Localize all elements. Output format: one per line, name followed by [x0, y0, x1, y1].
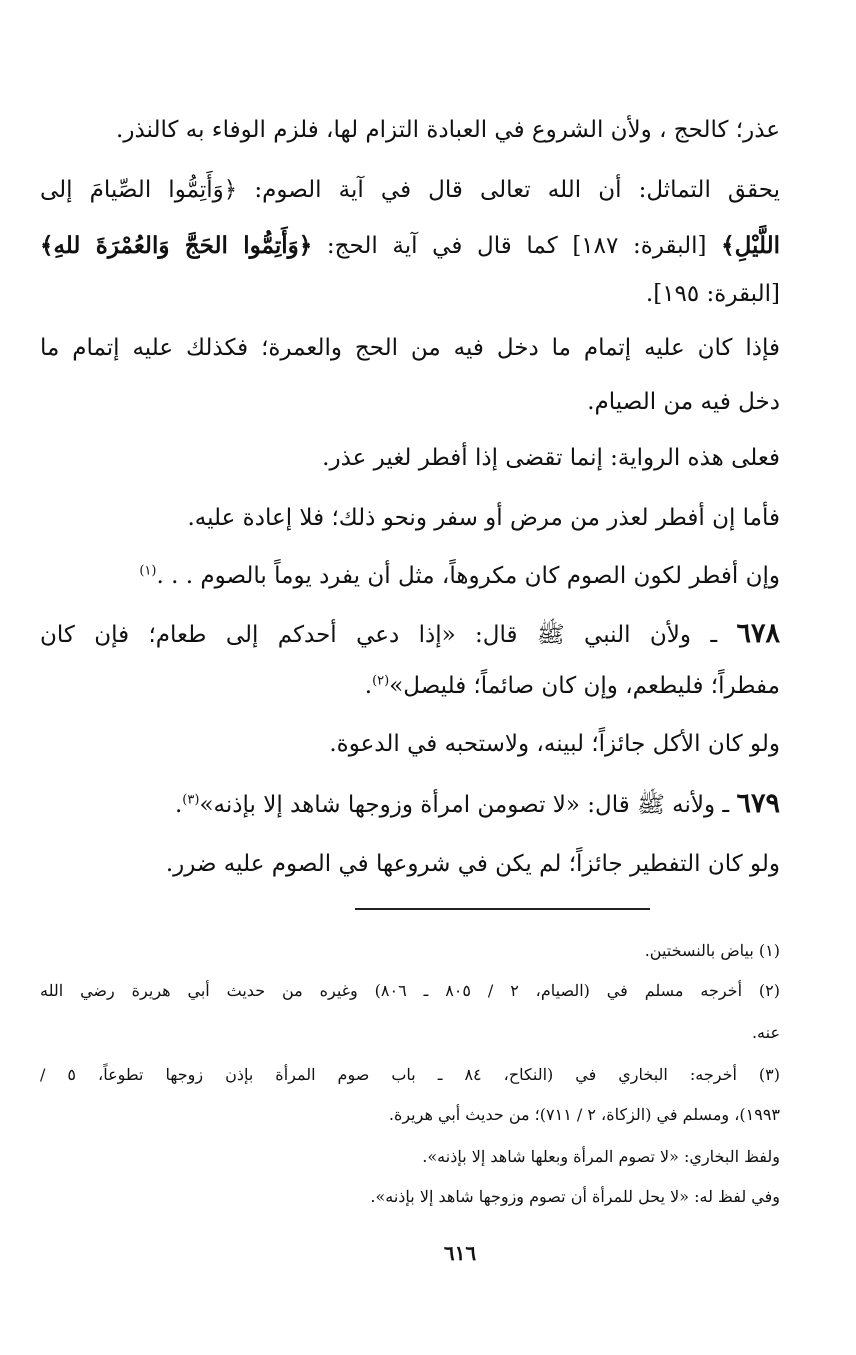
text-line-11 — [40, 668, 780, 704]
text-line-3 — [40, 228, 780, 264]
hadith-number-679: ٦٧٩ — [736, 788, 780, 819]
text-line-11-end: . — [364, 673, 373, 699]
footnote-3-continuation: ١٩٩٣)، ومسلم في (الزكاة، ٢ / ٧١١)؛ من حديث أبي هريرة. — [388, 1105, 780, 1124]
footnote-ref-3: (٣) — [182, 792, 200, 808]
page-number: ٦١٦ — [443, 1241, 477, 1265]
text-line-11-content: مفطراً؛ فليطعم، وإن كان صائماً؛ فليصل» — [389, 673, 780, 699]
hadith-number-678: ٦٧٨ — [736, 618, 780, 649]
footnote-2 — [40, 978, 780, 1004]
text-line-2 — [40, 172, 780, 208]
text-line-14: ولو كان التفطير جائزاً؛ لم يكن في شروعها في الصوم عليه ضرر. — [165, 851, 780, 877]
text-line-12: ولو كان الأكل جائزاً؛ لبينه، ولاستحبه في الدعوة. — [329, 731, 780, 757]
text-line-13-content: ـ ولأنه ﷺ قال: «لا تصومن امرأة وزوجها شاهد إلا بإذنه» — [199, 792, 730, 818]
text-line-4: [البقرة: ١٩٥]. — [645, 281, 780, 307]
text-line-13-end: . — [174, 792, 183, 818]
quran-verse-hajj: ﴿وَأَتِمُّوا الحَجَّ وَالعُمْرَةَ للهِ﴾ — [40, 232, 313, 259]
footnote-3-other-wording: وفي لفظ له: «لا يحل للمرأة أن تصوم وزوجها شاهد إلا بإذنه». — [370, 1187, 780, 1206]
text-line-5-content: فإذا كان عليه إتمام ما دخل فيه من الحج والعمرة؛ فكذلك عليه إتمام ما — [40, 335, 780, 361]
footnote-2-content: (٢) أخرجه مسلم في (الصيام، ٢ / ٨٠٥ ـ ٨٠٦) وغيره من حديث أبي هريرة رضي الله — [40, 981, 781, 1000]
footnote-3-bukhari-wording: ولفظ البخاري: «لا تصوم المرأة وبعلها شاهد إلا بإذنه». — [422, 1147, 780, 1166]
text-line-5 — [40, 330, 780, 366]
footnote-ref-1: (١) — [139, 563, 157, 579]
quran-verse-end: اللَّيْلِ﴾ — [721, 232, 780, 259]
text-line-9-content: وإن أفطر لكون الصوم كان مكروهاً، مثل أن يفرد يوماً بالصوم . . . — [156, 563, 780, 589]
footnote-separator — [355, 908, 650, 910]
text-line-1: عذر؛ كالحج ، ولأن الشروع في العبادة التزام لها، فلزم الوفاء به كالنذر. — [116, 117, 780, 143]
book-page — [40, 0, 780, 1355]
text-line-13 — [40, 786, 780, 823]
text-line-8: فأما إن أفطر لعذر من مرض أو سفر ونحو ذلك؛ فلا إعادة عليه. — [187, 505, 780, 531]
verse-reference: [البقرة: ١٨٧] كما قال في آية الحج: — [326, 233, 707, 259]
text-line-10-content: ـ ولأن النبي ﷺ قال: «إذا دعي أحدكم إلى طعام؛ فإن كان — [40, 622, 718, 648]
footnote-2-continuation: عنه. — [751, 1023, 780, 1042]
text-line-7: فعلى هذه الرواية: إنما تقضى إذا أفطر لغير عذر. — [322, 445, 780, 471]
footnote-1: (١) بياض بالنسختين. — [644, 941, 780, 960]
footnote-ref-2: (٢) — [372, 673, 390, 689]
text-line-10 — [40, 616, 780, 653]
text-line-6: دخل فيه من الصيام. — [587, 389, 780, 415]
text-line-2-content: يحقق التماثل: أن الله تعالى قال في آية الصوم: ﴿وَأَتِمُّوا الصِّيامَ إلى — [40, 177, 780, 203]
footnote-3-content: (٣) أخرجه: البخاري في (النكاح، ٨٤ ـ باب صوم المرأة بإذن زوجها تطوعاً، ٥ / — [40, 1065, 781, 1084]
footnote-3 — [40, 1062, 780, 1088]
text-line-9 — [40, 558, 780, 594]
